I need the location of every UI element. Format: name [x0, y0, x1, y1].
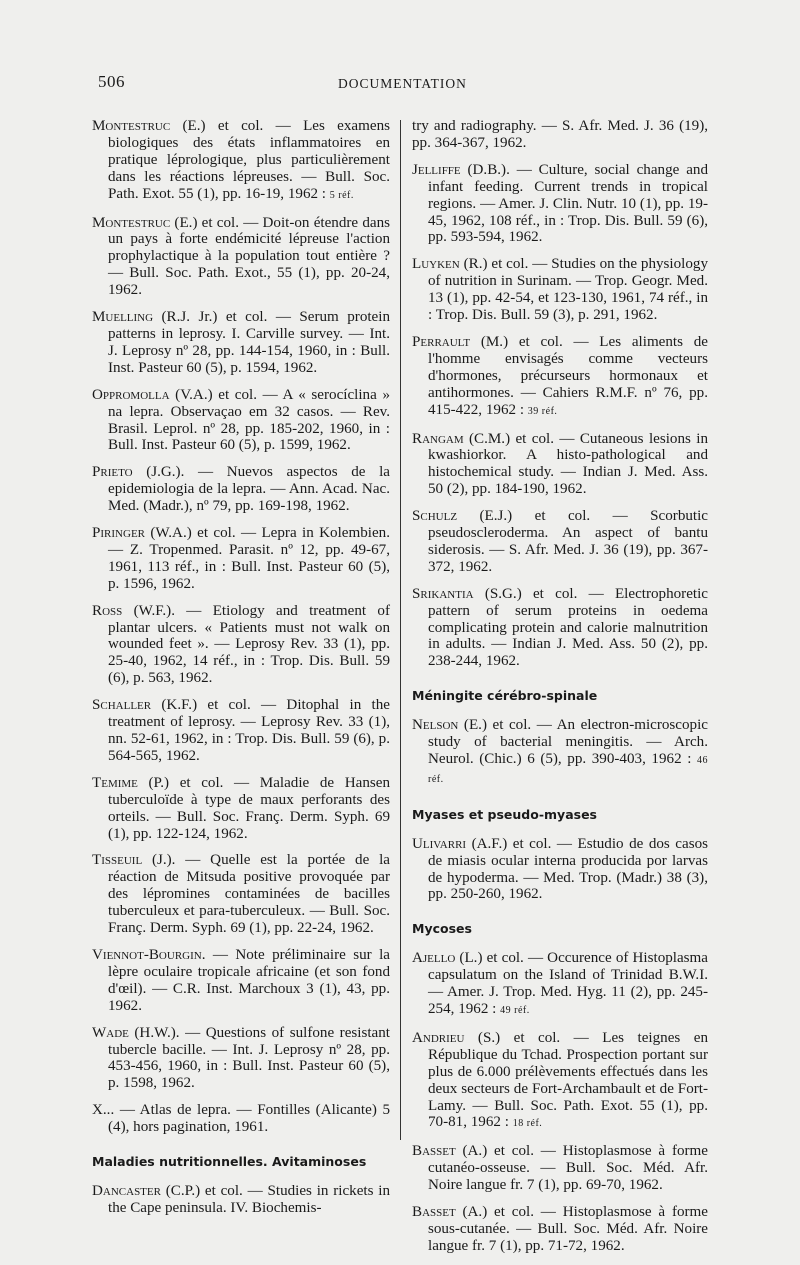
citation-text: (H.W.). — Questions of sulfone resistant tubercle bacille. — Int. J. Leprosy nº 28, pp. 453-456, 1960, in : Bull. Inst. Pasteur 60 (5), p. 1598, 1962. — [108, 1024, 390, 1092]
reference-entry — [412, 836, 708, 904]
author-name: Perrault — [412, 333, 471, 350]
author-name: Montestruc — [92, 214, 171, 231]
right-column — [412, 118, 708, 1265]
citation-text: (D.B.). — Culture, social change and infant feeding. Current trends in tropical regions. — Amer. J. Clin. Nutr. 10 (1), pp. 19-45, 1962, 108 réf., in : Trop. Dis. Bull. 59 (6), pp. 593-594, 1962. — [428, 161, 708, 246]
reference-entry — [92, 525, 390, 593]
reference-entry — [412, 1204, 708, 1255]
reference-entry — [92, 215, 390, 300]
reference-entry — [92, 1102, 390, 1136]
reference-entry — [92, 697, 390, 765]
citation-text: (E.) et col. — An electron-microscopic study of bacterial meningitis. — Arch. Neurol. (Chic.) 6 (5), pp. 390-403, 1962 : — [428, 717, 708, 767]
reference-entry — [412, 256, 708, 324]
reference-entry — [92, 947, 390, 1015]
author-name: Nelson — [412, 717, 459, 734]
reference-count: 39 réf. — [527, 405, 558, 417]
citation-text: (S.) et col. — Les teignes en République du Tchad. Prospection portant sur plus de 6.000 prélèvements effectués dans les deux secteurs de Fort-Archambault et de Fort-Lamy. — Bull. Soc. Path. Exot. 55 (1), pp. 70-81, 1962 : — [428, 1029, 708, 1131]
citation-text: (E.) et col. — Les examens biologiques des états inflammatoires en pratique léprologique, plus particulièrement dans les réactions lépreuses. — Bull. Soc. Path. Exot. 55 (1), pp. 16-19, 1962 : — [108, 118, 390, 202]
reference-entry — [412, 431, 708, 499]
citation-text: (L.) et col. — Occurence of Histoplasma capsulatum on the Island of Trinidad B.W.I. — Amer. J. Trop. Med. Hyg. 11 (2), pp. 245-254, 1962 : — [428, 950, 708, 1017]
citation-text: (E.) et col. — Doit-on étendre dans un pays à forte endémicité lépreuse l'action prophylactique à la population tout entière ? — Bull. Soc. Path. Exot., 55 (1), pp. 20-24, 1962. — [108, 214, 390, 299]
citation-text: (W.A.) et col. — Lepra in Kolembien. — Z. Tropenmed. Parasit. nº 12, pp. 49-67, 1961, 113 réf., in : Bull. Inst. Pasteur 60 (5), p. 1596, 1962. — [108, 525, 390, 592]
reference-entry — [92, 464, 390, 515]
author-name: Montestruc — [92, 118, 171, 134]
author-name: Luyken — [412, 256, 460, 273]
section-heading: Maladies nutritionnelles. Avitaminoses — [92, 1154, 367, 1170]
reference-entry — [412, 508, 708, 576]
author-name: Schulz — [412, 508, 458, 525]
section-heading: Mycoses — [412, 921, 472, 937]
reference-entry — [412, 1143, 708, 1194]
author-name: Ajello — [412, 950, 456, 967]
reference-entry — [412, 334, 708, 421]
author-name: Srikantia — [412, 585, 474, 602]
reference-entry — [412, 162, 708, 247]
author-name: Prieto — [92, 464, 133, 481]
citation-text: (C.P.) et col. — Studies in rickets in the Cape peninsula. IV. Biochemis- — [108, 1182, 390, 1216]
author-name: Basset — [412, 1204, 456, 1221]
citation-text: (K.F.) et col. — Ditophal in the treatment of leprosy. — Leprosy Rev. 33 (1), nn. 52-61, 1962, in : Trop. Dis. Bull. 59 (6), p. 564-565, 1962. — [108, 697, 390, 764]
section-heading: Méningite cérébro-spinale — [412, 688, 598, 704]
reference-count: 49 réf. — [500, 1004, 530, 1016]
citation-text: (A.) et col. — Histoplasmose à forme sous-cutanée. — Bull. Soc. Méd. Afr. Noire langue fr. 7 (1), pp. 71-72, 1962. — [428, 1204, 708, 1254]
reference-count: 5 réf. — [329, 189, 354, 201]
author-name: Rangam — [412, 430, 464, 447]
author-name: Dancaster — [92, 1182, 161, 1199]
reference-entry — [92, 387, 390, 455]
citation-text: (P.) et col. — Maladie de Hansen tuberculoïde à type de maux perforants des orteils. — Bull. Soc. Franç. Derm. Syph. 69 (1), pp. 122-124, 1962. — [108, 774, 390, 842]
citation-text: (A.) et col. — Histoplasmose à forme cutanéo-osseuse. — Bull. Soc. Méd. Afr. Noire langue fr. 7 (1), pp. 69-70, 1962. — [428, 1143, 708, 1194]
reference-entry — [92, 1183, 390, 1217]
author-name: Piringer — [92, 525, 146, 542]
reference-entry — [92, 309, 390, 377]
running-title: DOCUMENTATION — [338, 76, 467, 91]
author-name: Wade — [92, 1024, 129, 1041]
citation-text: (A.F.) et col. — Estudio de dos casos de miasis ocular interna producida por larvas de hypoderma. — Med. Trop. (Madr.) 38 (3), pp. 250-260, 1962. — [428, 835, 708, 903]
author-name: Jelliffe — [412, 161, 461, 178]
column-divider — [400, 120, 401, 1140]
author-name: Viennot-Bourgin — [92, 946, 202, 963]
page-number: 506 — [98, 72, 125, 91]
citation-text: (R.J. Jr.) et col. — Serum protein patterns in leprosy. I. Carville survey. — Int. J. Leprosy nº 28, pp. 144-154, 1960, in : Bull. Inst. Pasteur 60 (5), p. 1594, 1962. — [108, 309, 390, 376]
citation-text: (C.M.) et col. — Cutaneous lesions in kwashiorkor. A histo-pathological and histochemical study. — Indian J. Med. Ass. 50 (2), pp. 184-190, 1962. — [428, 430, 708, 498]
reference-entry — [412, 1030, 708, 1133]
author-name: Muelling — [92, 309, 154, 326]
citation-text: . — Note préliminaire sur la lèpre oculaire tropicale africaine (et son fond d'œil). — C.R. Inst. Marchoux 3 (1), 43, pp. 1962. — [108, 946, 390, 1014]
section-heading: Myases et pseudo-myases — [412, 806, 597, 822]
citation-text: (R.) et col. — Studies on the physiology of nutrition in Surinam. — Trop. Geogr. Med. 13 (1), pp. 42-54, et 123-130, 1961, 74 réf., in : Trop. Dis. Bull. 59 (3), p. 291, 1962. — [428, 256, 708, 324]
citation-text: try and radiography. — S. Afr. Med. J. 36 (19), pp. 364-367, 1962. — [412, 118, 708, 151]
reference-continuation — [412, 118, 708, 152]
reference-entry — [92, 852, 390, 937]
citation-text: (S.G.) et col. — Electrophoretic pattern of serum proteins in oedema complicating protein and calorie malnutrition in adults. — Indian J. Med. Ass. 50 (2), pp. 238-244, 1962. — [428, 585, 708, 670]
author-name: Ross — [92, 602, 123, 619]
reference-entry — [92, 775, 390, 843]
citation-text: (V.A.) et col. — A « serocíclina » na lepra. Observaçao em 32 casos. — Rev. Brasil. Leprol. nº 28, pp. 185-202, 1960, in : Bull. Inst. Pasteur 60 (5), p. 1599, 1962. — [108, 386, 390, 454]
citation-text: (M.) et col. — Les aliments de l'homme envisagés comme vecteurs d'hormones, précurseurs hormonaux et antihormones. — Cahiers R.M.F. nº 76, pp. 415-422, 1962 : — [428, 333, 708, 418]
reference-count: 46 réf. — [428, 755, 708, 785]
author-name: Basset — [412, 1143, 456, 1160]
reference-entry — [92, 118, 390, 205]
reference-count: 18 réf. — [512, 1118, 543, 1130]
citation-text: (J.). — Quelle est la portée de la réaction de Mitsuda positive provoquée par des lépromines contaminées de bacilles tuberculeux et para-tuberculeux. — Bull. Soc. Franç. Derm. Syph. 69 (1), pp. 22-24, 1962. — [108, 852, 390, 937]
citation-text: (W.F.). — Etiology and treatment of plantar ulcers. « Patients must not walk on wounded feet ». — Leprosy Rev. 33 (1), pp. 25-40, 1962, 14 réf., in : Trop. Dis. Bull. 59 (6), p. 563, 1962. — [108, 602, 390, 687]
citation-text: X... — Atlas de lepra. — Fontilles (Alicante) 5 (4), hors pagination, 1961. — [92, 1102, 390, 1136]
author-name: Temime — [92, 774, 138, 791]
left-column — [92, 118, 390, 1227]
author-name: Schaller — [92, 697, 152, 714]
reference-entry — [92, 1025, 390, 1093]
reference-entry — [92, 603, 390, 688]
reference-entry — [412, 950, 708, 1020]
reference-entry — [412, 586, 708, 671]
author-name: Tisseuil — [92, 852, 143, 869]
author-name: Andrieu — [412, 1029, 465, 1046]
citation-text: (E.J.) et col. — Scorbutic pseudoscleroderma. An aspect of bantu siderosis. — S. Afr. Med. J. 36 (19), pp. 367-372, 1962. — [428, 508, 708, 575]
reference-entry — [412, 717, 708, 789]
author-name: Ulivarri — [412, 835, 467, 852]
citation-text: (J.G.). — Nuevos aspectos de la epidemiologia de la lepra. — Ann. Acad. Nac. Med. (Madr.), nº 79, pp. 169-198, 1962. — [108, 464, 390, 515]
author-name: Oppromolla — [92, 386, 170, 403]
